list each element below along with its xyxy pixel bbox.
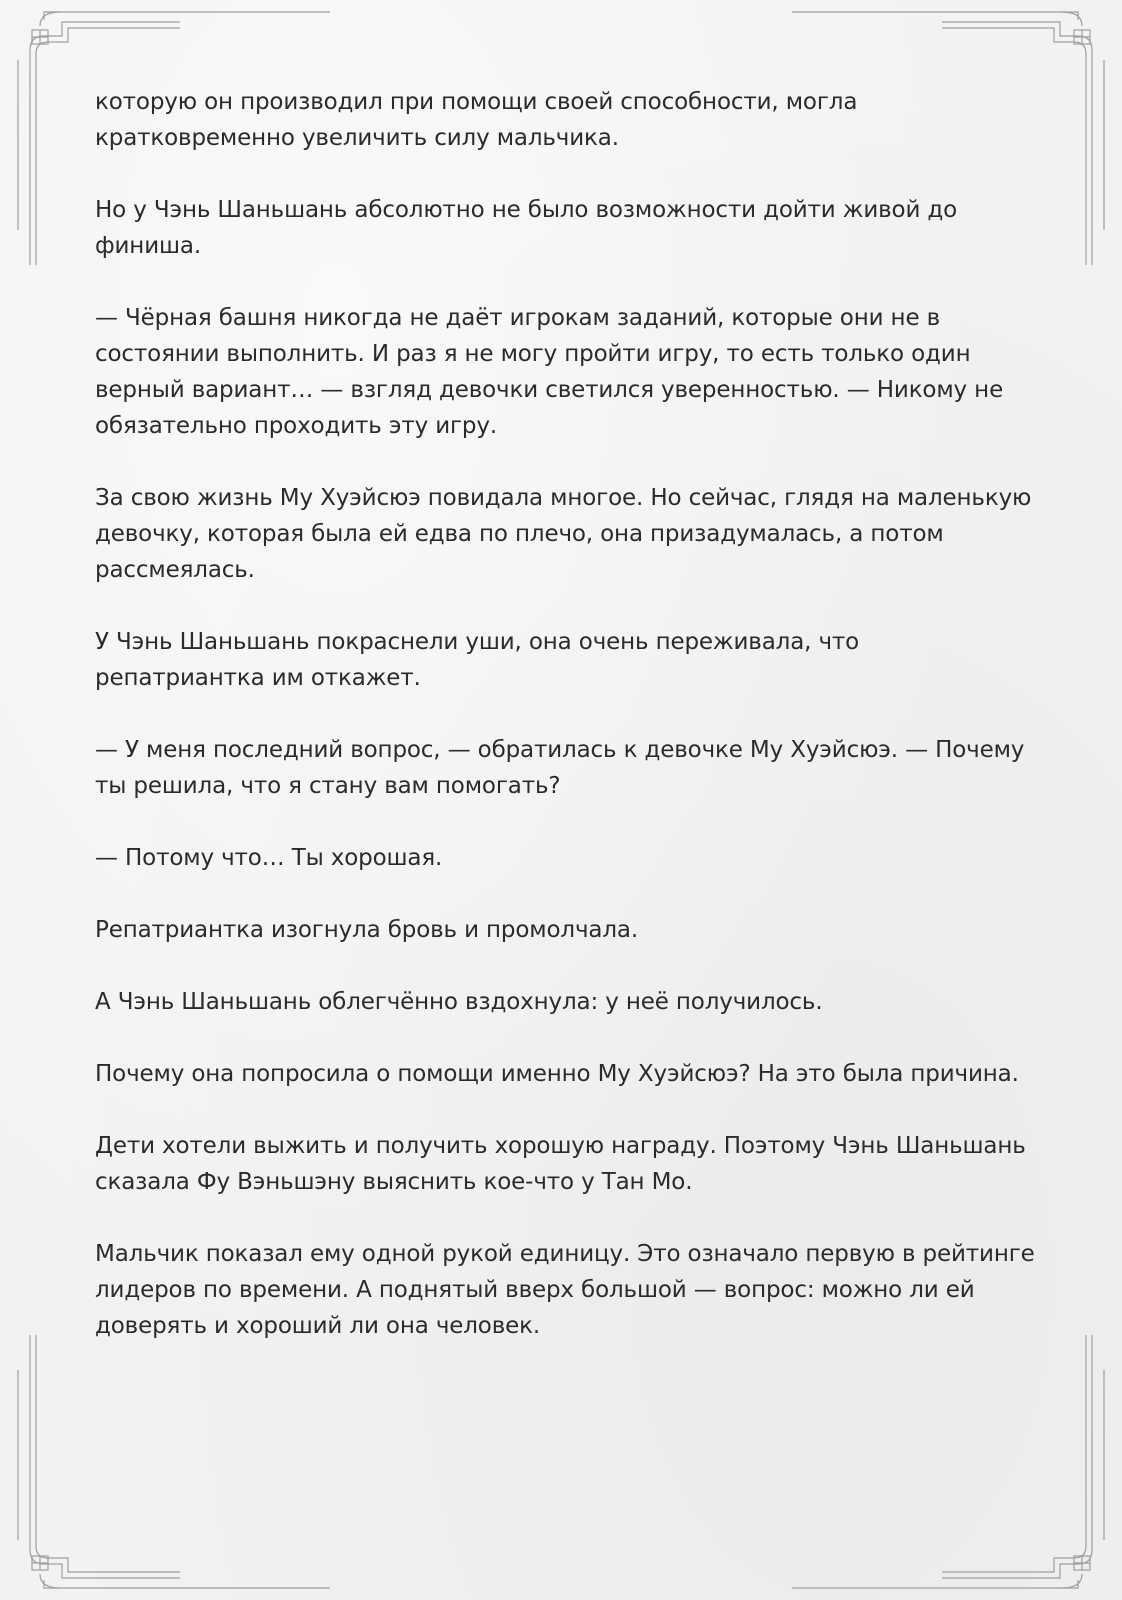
paragraph: которую он производил при помощи своей способности, могла кратковременно увеличить силу мальчика. xyxy=(95,89,858,151)
paragraph: За свою жизнь Му Хуэйсюэ повидала многое. Но сейчас, глядя на маленькую девочку, которая была ей едва по плечо, она призадумалась, а потом рассмеялась. xyxy=(95,485,1032,583)
paragraph: Но у Чэнь Шаньшань абсолютно не было возможности дойти живой до финиша. xyxy=(95,197,958,259)
paragraph: Дети хотели выжить и получить хорошую награду. Поэтому Чэнь Шаньшань сказала Фу Вэньшэну выяснить кое-что у Тан Мо. xyxy=(95,1133,1026,1195)
paragraph: У Чэнь Шаньшань покраснели уши, она очень переживала, что репатриантка им откажет. xyxy=(95,629,860,691)
paragraph: Почему она попросила о помощи именно Му Хуэйсюэ? На это была причина. xyxy=(95,1061,1019,1087)
paragraph: — У меня последний вопрос, — обратилась к девочке Му Хуэйсюэ. — Почему ты решила, что я стану вам помогать? xyxy=(95,737,1025,799)
paragraph: — Чёрная башня никогда не даёт игрокам заданий, которые они не в состоянии выполнить. И раз я не могу пройти игру, то есть только один верный вариант… — взгляд девочки светился уверенностью. — Никому не обязательно проходить эту игру. xyxy=(95,305,1004,439)
document-text xyxy=(95,84,1035,1380)
paragraph: Репатриантка изогнула бровь и промолчала. xyxy=(95,917,639,943)
paragraph: Мальчик показал ему одной рукой единицу. Это означало первую в рейтинге лидеров по времени. А поднятый вверх большой — вопрос: можно ли ей доверять и хороший ли она человек. xyxy=(95,1241,1035,1339)
paragraph: — Потому что… Ты хорошая. xyxy=(95,845,443,871)
paragraph: А Чэнь Шаньшань облегчённо вздохнула: у неё получилось. xyxy=(95,989,823,1015)
